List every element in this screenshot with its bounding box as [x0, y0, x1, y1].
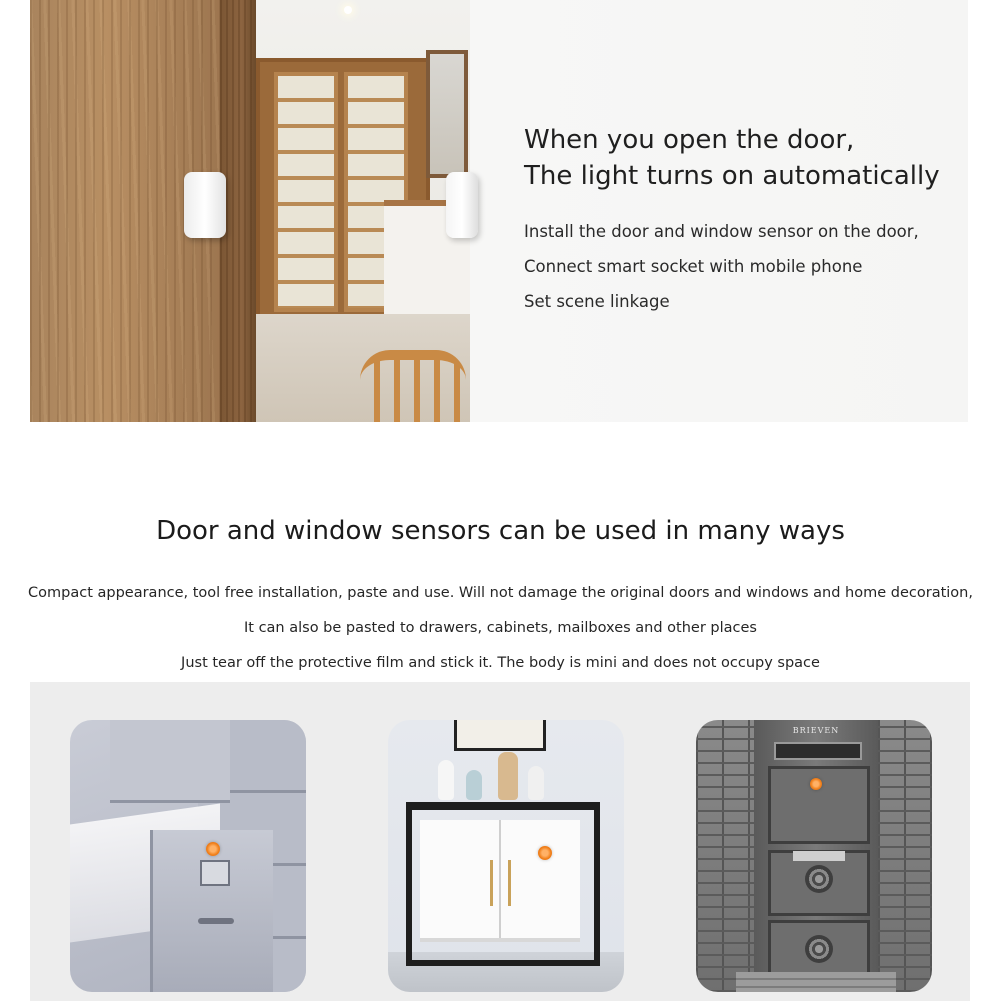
- sensor-marker-icon: [538, 846, 552, 860]
- door-handle: [508, 860, 511, 906]
- vase: [466, 770, 482, 800]
- wall-picture: [454, 720, 546, 751]
- door-panel: [768, 766, 870, 844]
- door-panel: [768, 850, 870, 916]
- vase: [438, 760, 454, 800]
- hero-title: [524, 122, 940, 194]
- usage-line: Compact appearance, tool free installation, paste and use. Will not damage the original doors and windows and home decoration,: [28, 585, 973, 601]
- sensor-marker-icon: [206, 842, 220, 856]
- name-plate: [793, 851, 845, 861]
- door-handle: [490, 860, 493, 906]
- label-holder: [200, 860, 230, 886]
- hero-banner: [30, 0, 968, 422]
- hero-title-line2: The light turns on automatically: [524, 161, 940, 191]
- wall-mirror: [426, 50, 468, 178]
- usage-description: [0, 576, 1001, 681]
- wooden-chair: [360, 350, 466, 422]
- glass-door-panel: [274, 72, 338, 312]
- sensor-marker-icon: [810, 778, 822, 790]
- door-sensor-body: [184, 172, 226, 238]
- mailbox-sign: BRIEVEN: [792, 726, 840, 735]
- usage-title: Door and window sensors can be used in many ways: [156, 516, 845, 546]
- hero-description: [524, 214, 919, 319]
- drawer-handle: [198, 918, 234, 924]
- hallway-photo: [256, 0, 470, 422]
- hero-title-line1: When you open the door,: [524, 125, 855, 155]
- usage-examples-panel: [30, 682, 970, 1001]
- cabinet-top-drawer: [110, 720, 230, 803]
- door-sensor-magnet: [446, 172, 478, 238]
- sideboard-cabinet-photo: [388, 720, 624, 992]
- hero-line: Set scene linkage: [524, 292, 670, 311]
- rosette-ornament: [805, 935, 833, 963]
- usage-line: Just tear off the protective film and stick it. The body is mini and does not occupy space: [181, 655, 820, 671]
- drawer-cabinet-photo: [70, 720, 306, 992]
- rosette-ornament: [805, 865, 833, 893]
- usage-line: It can also be pasted to drawers, cabinets, mailboxes and other places: [244, 620, 757, 636]
- vase: [498, 752, 518, 800]
- ceiling-light: [344, 6, 352, 14]
- hero-line: Install the door and window sensor on the door,: [524, 222, 919, 241]
- mailbox-door: [754, 720, 878, 992]
- door-split: [499, 820, 501, 938]
- mail-slot: [774, 742, 862, 760]
- mailbox-photo: [696, 720, 932, 992]
- cabinet-doors: [420, 820, 580, 942]
- vase: [528, 766, 544, 800]
- stone-steps: [736, 972, 896, 992]
- hero-line: Connect smart socket with mobile phone: [524, 257, 863, 276]
